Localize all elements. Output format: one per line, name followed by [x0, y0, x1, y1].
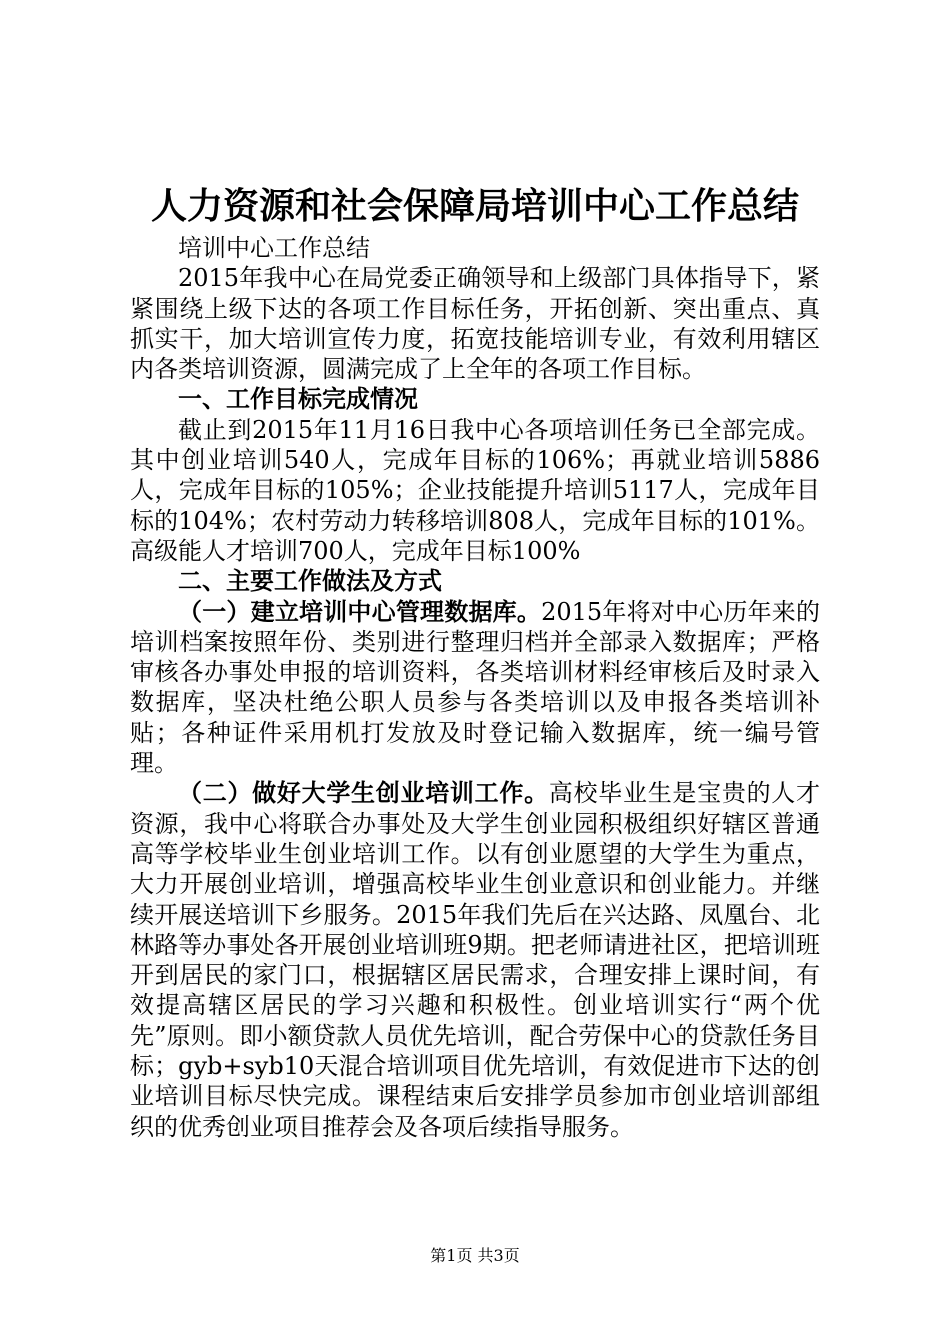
section2-item1-text: 2015年将对中心历年来的培训档案按照年份、类别进行整理归档并全部录入数据库；严格审核各办事处申报的培训资料，各类培训材料经审核后及时录入数据库，坚决杜绝公职人员参与各类培训以及申报各类培训补贴；各种证件采用机打发放及时登记输入数据库，统一编号管理。 [130, 597, 821, 778]
intro-paragraph: 2015年我中心在局党委正确领导和上级部门具体指导下，紧紧围绕上级下达的各项工作目标任务，开拓创新、突出重点、真抓实干，加大培训宣传力度，拓宽技能培训专业，有效利用辖区内各类培训资源，圆满完成了上全年的各项工作目标。 [130, 264, 820, 384]
section1-heading: 一、工作目标完成情况 [178, 384, 418, 414]
section1-paragraph: 截止到2015年11月16日我中心各项培训任务已全部完成。其中创业培训540人，完成年目标的106%；再就业培训5886人，完成年目标的105%；企业技能提升培训5117人，完成年目标的104%；农村劳动力转移培训808人，完成年目标的101%。高级能人才培训700人，完成年目标100% [130, 415, 820, 565]
subtitle: 培训中心工作总结 [178, 234, 370, 262]
page-footer: 第1页 共3页 [430, 1246, 520, 1265]
section2-item2-lead: （二）做好大学生创业培训工作。 [178, 778, 549, 808]
section2-item2-paragraph [130, 778, 820, 1142]
document-body [130, 233, 820, 1142]
section2-item1-paragraph [130, 597, 820, 779]
section2-heading: 二、主要工作做法及方式 [178, 566, 442, 596]
section2-item1-lead: （一）建立培训中心管理数据库。 [178, 596, 542, 626]
document-title: 人力资源和社会保障局培训中心工作总结 [150, 185, 799, 227]
section2-item2-text: 高校毕业生是宝贵的人才资源，我中心将联合办事处及大学生创业园积极组织好辖区普通高等学校毕业生创业培训工作。以有创业愿望的大学生为重点，大力开展创业培训，增强高校毕业生创业意识和创业能力。并继续开展送培训下乡服务。2015年我们先后在兴达路、凤凰台、北林路等办事处各开展创业培训班9期。把老师请进社区，把培训班开到居民的家门口，根据辖区居民需求，合理安排上课时间，有效提高辖区居民的学习兴趣和积极性。创业培训实行“两个优先”原则。即小额贷款人员优先培训，配合劳保中心的贷款任务目标；gyb+syb10天混合培训项目优先培训，有效促进市下达的创业培训目标尽快完成。课程结束后安排学员参加市创业培训部组织的优秀创业项目推荐会及各项后续指导服务。 [130, 779, 821, 1141]
